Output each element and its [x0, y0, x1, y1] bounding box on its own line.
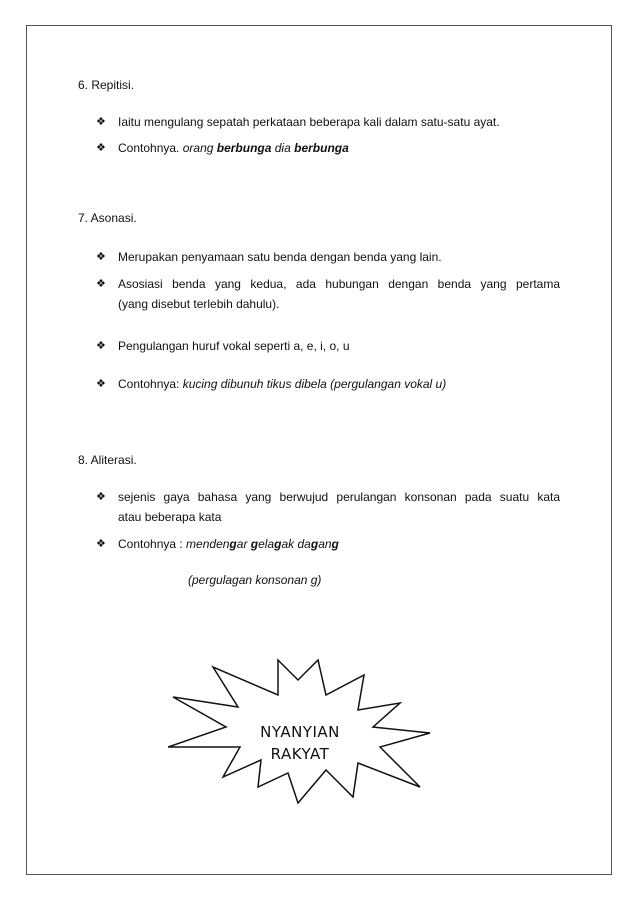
section-heading-repitisi: 6. Repitisi.	[78, 78, 135, 92]
section-heading-asonasi: 7. Asonasi.	[78, 211, 137, 225]
example-text: kucing dibunuh tikus dibela (pergulangan vokal u)	[182, 377, 447, 391]
bullet-example	[118, 138, 560, 158]
diamond-bullet-icon: ❖	[96, 116, 106, 128]
example-fragment: menden	[186, 537, 230, 551]
list-item	[96, 112, 560, 132]
example-letter-bold: g	[310, 537, 319, 551]
example-word-bold: berbunga	[294, 141, 349, 155]
diamond-bullet-icon: ❖	[96, 251, 106, 263]
example-letter-bold: g	[331, 537, 339, 551]
example-note: (pergulagan konsonan g)	[188, 573, 322, 587]
example-prefix: Contohnya.	[118, 141, 183, 155]
bullet-text: Iaitu mengulang sepatah perkataan beberapa kali dalam satu-satu ayat.	[118, 115, 500, 129]
list-item	[96, 274, 560, 314]
list-item	[96, 534, 560, 554]
bullet-text: Merupakan penyamaan satu benda dengan benda yang lain.	[118, 250, 442, 264]
diamond-bullet-icon: ❖	[96, 278, 106, 290]
diamond-bullet-icon: ❖	[96, 378, 106, 390]
bullet-text: Pengulangan huruf vokal seperti a, e, i, o, u	[118, 339, 350, 353]
diamond-bullet-icon: ❖	[96, 538, 106, 550]
example-fragment: an	[318, 537, 332, 551]
bullet-example	[118, 374, 560, 394]
example-prefix: Contohnya :	[118, 537, 187, 551]
diamond-bullet-icon: ❖	[96, 491, 106, 503]
list-item	[96, 487, 560, 527]
bullet-example	[118, 534, 560, 554]
starburst-title-line1: NYANYIAN	[260, 723, 340, 741]
starburst-title-line2: RAKYAT	[270, 745, 330, 763]
example-fragment: ela	[258, 537, 275, 551]
bullet-text-line2: atau beberapa kata	[118, 510, 222, 524]
bullet-text-line2: (yang disebut terlebih dahulu).	[118, 297, 280, 311]
example-letter-bold: g	[274, 537, 282, 551]
diamond-bullet-icon: ❖	[96, 142, 106, 154]
example-prefix: Contohnya:	[118, 377, 183, 391]
section-heading-aliterasi: 8. Aliterasi.	[78, 453, 137, 467]
example-fragment: ar	[236, 537, 251, 551]
list-item	[96, 138, 560, 158]
list-item	[96, 374, 560, 394]
example-word-bold: berbunga	[216, 141, 272, 155]
list-item	[96, 247, 560, 267]
example-letter-bold: g	[250, 537, 259, 551]
bullet-text-line1: Asosiasi benda yang kedua, ada hubungan dengan benda yang pertama	[118, 277, 560, 291]
bullet-text-line1: sejenis gaya bahasa yang berwujud perulangan konsonan pada suatu kata	[118, 490, 560, 504]
example-word: orang	[182, 141, 217, 155]
example-word: dia	[271, 141, 295, 155]
example-letter-bold: g	[229, 537, 237, 551]
list-item	[96, 336, 560, 356]
example-fragment: ak da	[281, 537, 311, 551]
diamond-bullet-icon: ❖	[96, 340, 106, 352]
